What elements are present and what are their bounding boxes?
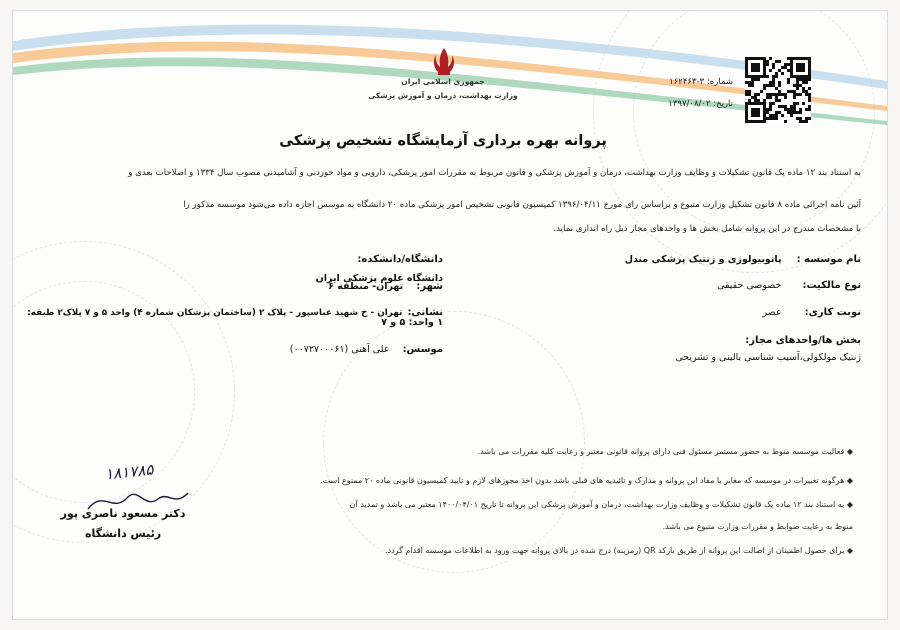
issuer-line-2: وزارت بهداشت، درمان و آموزش پزشکی xyxy=(368,91,518,100)
diamond-bullet-icon: ◆ xyxy=(846,476,853,485)
handwritten-signature: ۱۸۱۷۸۵ xyxy=(104,460,155,484)
city-value: تهران- منطقه ۶ xyxy=(328,281,404,292)
note-1 xyxy=(213,448,853,456)
issuer-line-1: جمهوری اسلامی ایران xyxy=(401,77,485,86)
certificate-frame xyxy=(12,10,888,620)
number-label: شماره: xyxy=(706,77,733,87)
note-2 xyxy=(213,477,853,485)
note-2-text: هرگونه تغییرات در موسسه که مغایر با مفاد این پروانه و مدارک و تائیدیه های قبلی باشد بدون اخذ مجوزهای لازم و تایید کمیسیون قانونی ماده ۲۰ ممنوع است. xyxy=(320,476,845,485)
university-value: دانشگاه علوم پزشکی ایران xyxy=(315,273,443,284)
intro-line-1: به استناد بند ۱۲ ماده یک قانون تشکیلات و وظایف وزارت بهداشت، درمان و آموزش پزشکی و قانون مربوط به مقررات امور پزشکی، دارویی و مواد خوردنی و آشامیدنی مصوب سال ۱۳۳۴ و اصلاحات بعدی و xyxy=(128,168,861,178)
note-4 xyxy=(213,547,853,555)
intro-line-3: با مشخصات مندرج در این پروانه شامل بخش ها و واحدهای مجاز ذیل راه اندازی نماید. xyxy=(553,224,861,234)
ownership-type-label: نوع مالکیت: xyxy=(802,280,861,291)
license-number xyxy=(623,77,733,87)
founder-label: موسس: xyxy=(402,344,443,355)
city-label: شهر: xyxy=(416,281,443,292)
license-date xyxy=(623,99,733,109)
address-label: نشانی: xyxy=(407,307,443,318)
address-value: تهران - خ شهید عباسپور - پلاک ۲ (ساختمان پزشکان شماره ۴) واحد ۵ و ۷ پلاک۲ طبقه: xyxy=(27,308,403,318)
university-label: دانشگاه/دانشکده: xyxy=(357,254,443,265)
institution-name-label: نام موسسه : xyxy=(796,254,861,265)
iran-emblem-icon xyxy=(430,45,458,77)
field-work-shift xyxy=(521,300,861,319)
address-value-line-2: ۱ واحد: ۵ و ۷ xyxy=(381,317,443,328)
field-founder xyxy=(243,337,443,356)
date-value: ۱۳۹۷/۰۸/۰۲ xyxy=(668,99,711,109)
document-title: پروانه بهره برداری آزمایشگاه تشخیص پزشکی xyxy=(279,133,607,149)
number-value: ۳-۱۶۲۴۶۳ xyxy=(669,77,705,87)
date-label: تاریخ: xyxy=(713,99,733,109)
note-3 xyxy=(213,501,853,509)
ownership-type-value: خصوصی حقیقی xyxy=(717,280,782,291)
work-shift-label: نوبت کاری: xyxy=(804,307,861,318)
diamond-bullet-icon: ◆ xyxy=(846,447,853,456)
institution-name-value: پاتوبیولوژی و ژنتیک پزشکی مندل xyxy=(624,254,782,265)
field-ownership-type xyxy=(521,273,861,292)
work-shift-value: عصر xyxy=(762,307,782,318)
departments-value: ژنتیک مولکولی،آسیب شناسی بالینی و تشریحی xyxy=(675,352,861,363)
founder-value: علی آهنی (۰۰۷۲۷۰۰۰۶۱) xyxy=(289,344,390,355)
qr-code xyxy=(745,57,811,123)
diamond-bullet-icon: ◆ xyxy=(846,500,853,509)
note-1-text: فعالیت موسسه منوط به حضور مستمر مسئول فنی دارای پروانه قانونی معتبر و رعایت کلیه مقررات می باشد. xyxy=(477,447,845,456)
field-city xyxy=(243,274,443,293)
diamond-bullet-icon: ◆ xyxy=(846,546,853,555)
signatory-position: رئیس دانشگاه xyxy=(84,527,162,540)
departments-label: بخش ها/واحدهای مجاز: xyxy=(745,335,861,346)
signatory-name: دکتر مسعود ناصری پور xyxy=(60,507,186,520)
intro-line-2: آئین نامه اجرائی ماده ۸ قانون تشکیل وزارت متبوع و براساس رای مورخ ۱۳۹۶/۰۴/۱۱ کمیسیون قانونی تشخیص امور پزشکی ماده ۲۰ دانشگاه به موسس اجازه داده می‌شود موسسه مذکور را xyxy=(183,200,861,210)
note-3-continued: منوط به رعایت ضوابط و مقررات وزارت متبوع می باشد. xyxy=(662,522,853,531)
note-4-text: برای حصول اطمینان از اصالت این پروانه از طریق بارکد QR (رمزینه) درج شده در بالای پروانه جهت ورود به اطلاعات موسسه اقدام گردد. xyxy=(385,546,845,555)
note-3-text: به استناد بند ۱۲ ماده یک قانون تشکیلات و وظایف وزارت بهداشت، درمان و آموزش پزشکی این پروانه تا تاریخ ۱۴۰۰/۰۴/۰۱ معتبر می باشد و تمدید آن xyxy=(349,500,845,509)
field-institution-name xyxy=(521,247,861,266)
